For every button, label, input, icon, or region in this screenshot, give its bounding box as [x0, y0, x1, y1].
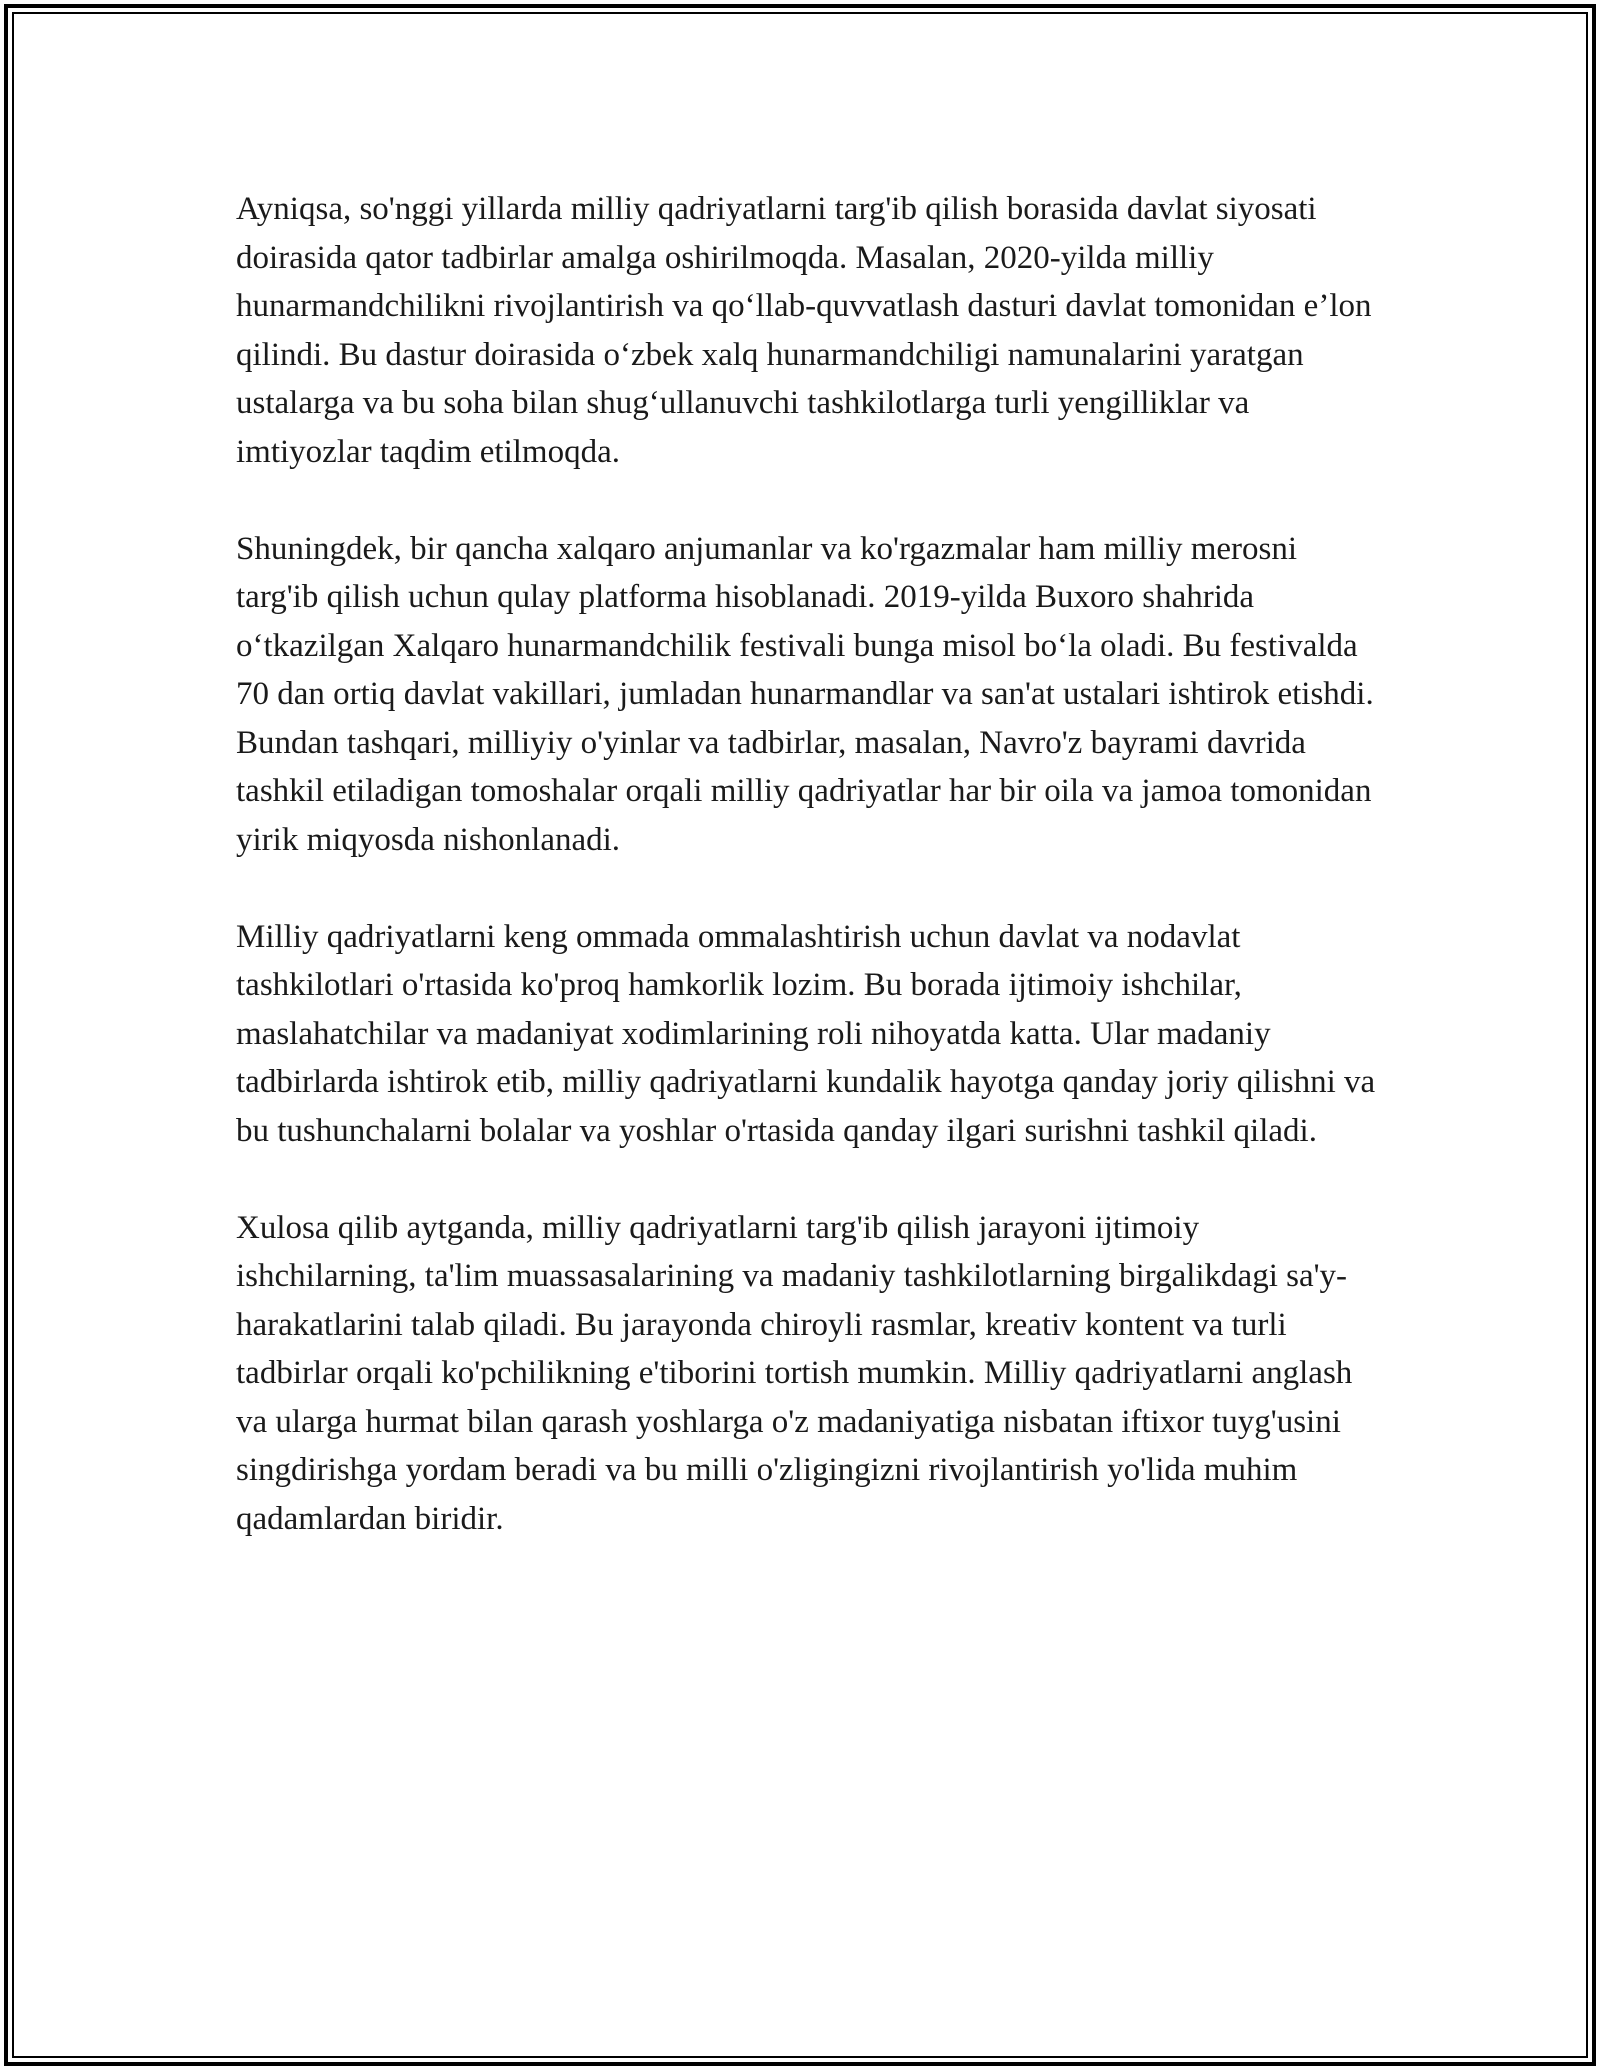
paragraph-4: Xulosa qilib aytganda, milliy qadriyatlarni targ'ib qilish jarayoni ijtimoiy ishchilarning, ta'lim muassasalarining va madaniy tashkilotlarning birgalikdagi sa'y-harakatlarini talab qiladi. Bu jarayonda chiroyli rasmlar, kreativ kontent va turli tadbirlar orqali ko'pchilikning e'tiborini tortish mumkin. Milliy qadriyatlarni anglash va ularga hurmat bilan qarash yoshlarga o'z madaniyatiga nisbatan iftixor tuyg'usini singdirishga yordam beradi va bu milli o'zligingizni rivojlantirish yo'lida muhim qadamlardan biridir. — [236, 1209, 1353, 1537]
document-body — [236, 185, 1376, 1543]
paragraph-3: Milliy qadriyatlarni keng ommada ommalashtirish uchun davlat va nodavlat tashkilotlari o'rtasida ko'proq hamkorlik lozim. Bu borada ijtimoiy ishchilar, maslahatchilar va madaniyat xodimlarining roli nihoyatda katta. Ular madaniy tadbirlarda ishtirok etib, milliy qadriyatlarni kundalik hayotga qanday joriy qilishni va bu tushunchalarni bolalar va yoshlar o'rtasida qanday ilgari surishni tashkil qiladi. — [236, 918, 1376, 1149]
paragraph-2: Shuningdek, bir qancha xalqaro anjumanlar va ko'rgazmalar ham milliy merosni targ'ib qilish uchun qulay platforma hisoblanadi. 2019-yilda Buxoro shahrida o‘tkazilgan Xalqaro hunarmandchilik festivali bunga misol bo‘la oladi. Bu festivalda 70 dan ortiq davlat vakillari, jumladan hunarmandlar va san'at ustalari ishtirok etishdi. Bundan tashqari, milliyiy o'yinlar va tadbirlar, masalan, Navro'z bayrami davrida tashkil etiladigan tomoshalar orqali milliy qadriyatlar har bir oila va jamoa tomonidan yirik miqyosda nishonlanadi. — [236, 530, 1374, 858]
paragraph-1: Ayniqsa, so'nggi yillarda milliy qadriyatlarni targ'ib qilish borasida davlat siyosati doirasida qator tadbirlar amalga oshirilmoqda. Masalan, 2020-yilda milliy hunarmandchilikni rivojlantirish va qo‘llab-quvvatlash dasturi davlat tomonidan e’lon qilindi. Bu dastur doirasida o‘zbek xalq hunarmandchiligi namunalarini yaratgan ustalarga va bu soha bilan shug‘ullanuvchi tashkilotlarga turli yengilliklar va imtiyozlar taqdim etilmoqda. — [236, 191, 1372, 470]
